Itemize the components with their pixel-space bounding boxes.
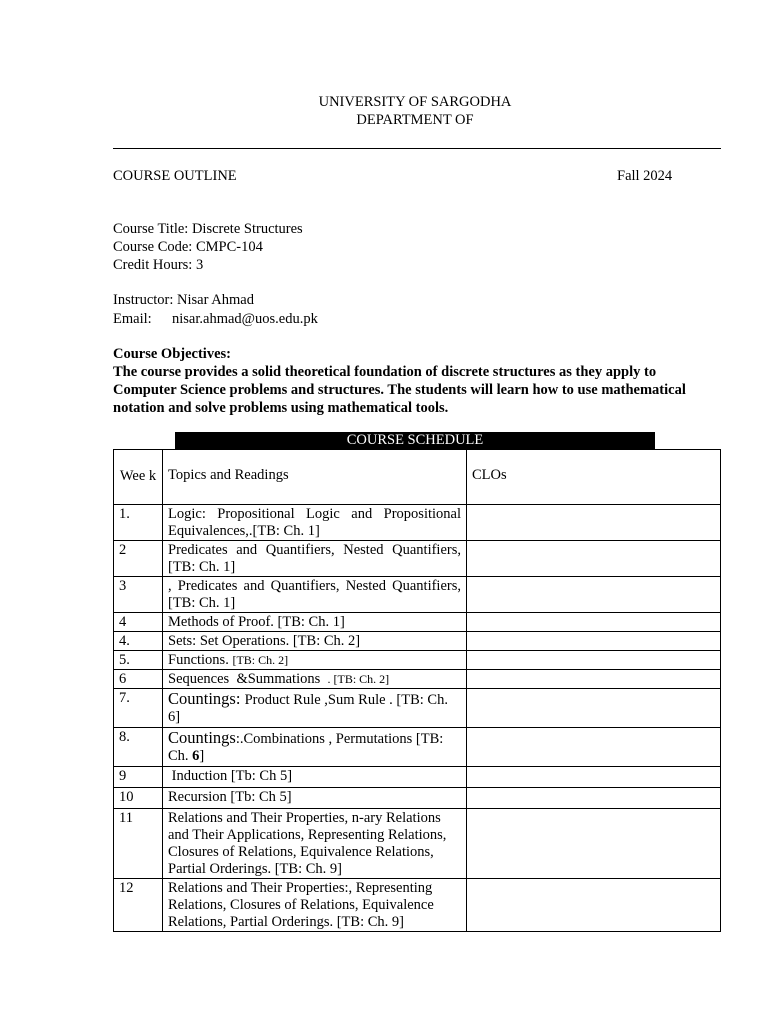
- objectives-text: The course provides a solid theoretical foundation of discrete structures as they apply to Computer Science problems and structures. The students will learn how to use mathematical notation and solve problems using mathematical tools.: [113, 364, 686, 416]
- table-row: [114, 788, 721, 809]
- topic-cell: Sets: Set Operations. [TB: Ch. 2]: [163, 632, 467, 651]
- table-row: [114, 809, 721, 879]
- week-number: 8.: [114, 728, 163, 767]
- objectives-heading: Course Objectives:: [113, 346, 231, 362]
- schedule-table: [113, 449, 721, 932]
- schedule-title: COURSE SCHEDULE: [175, 432, 655, 449]
- week-number: 7.: [114, 689, 163, 728]
- table-row: [114, 541, 721, 577]
- week-number: 6: [114, 670, 163, 689]
- header-clos: CLOs: [467, 450, 721, 505]
- topic-text: Countings: [168, 728, 236, 747]
- week-number: 4: [114, 613, 163, 632]
- term-label: Fall 2024: [617, 168, 673, 184]
- topic-cell: Methods of Proof. [TB: Ch. 1]: [163, 613, 467, 632]
- clo-cell: [467, 505, 721, 541]
- clo-cell: [467, 689, 721, 728]
- topic-close: ]: [199, 748, 205, 764]
- week-number: 10: [114, 788, 163, 809]
- table-row: [114, 577, 721, 613]
- table-row: [114, 728, 721, 767]
- topic-cell: Induction [Tb: Ch 5]: [163, 767, 467, 788]
- department-name: DEPARTMENT OF: [356, 112, 474, 128]
- week-number: 3: [114, 577, 163, 613]
- table-row: [114, 613, 721, 632]
- topic-cell: Relations and Their Properties, n-ary Relations and Their Applications, Representing Relations, Closures of Relations, Equivalence Relations, Partial Orderings. [TB: Ch. 9]: [163, 809, 467, 879]
- table-row: [114, 689, 721, 728]
- week-number: 4.: [114, 632, 163, 651]
- topic-cell: Relations and Their Properties:, Representing Relations, Closures of Relations, Equivalence Relations, Partial Orderings. [TB: Ch. 9]: [163, 879, 467, 932]
- topic-cell: Predicates and Quantifiers, Nested Quantifiers, [TB: Ch. 1]: [163, 541, 467, 577]
- clo-cell: [467, 788, 721, 809]
- table-row: [114, 651, 721, 670]
- topic-text: Countings:: [168, 689, 245, 708]
- header-week: Wee k: [114, 450, 163, 505]
- header-topics: Topics and Readings: [163, 450, 467, 505]
- table-row: [114, 879, 721, 932]
- topic-detail: Product Rule ,Sum Rule . [TB: Ch. 6]: [168, 692, 448, 725]
- topic-detail: :.Combinations , Permutations [TB: Ch.: [168, 731, 444, 764]
- topic-cell: , Predicates and Quantifiers, Nested Quantifiers, [TB: Ch. 1]: [163, 577, 467, 613]
- topic-reference: . [TB: Ch. 2]: [327, 672, 390, 686]
- clo-cell: [467, 879, 721, 932]
- week-number: 11: [114, 809, 163, 879]
- topic-cell: Recursion [Tb: Ch 5]: [163, 788, 467, 809]
- clo-cell: [467, 670, 721, 689]
- week-number: 2: [114, 541, 163, 577]
- university-name: UNIVERSITY OF SARGODHA: [318, 94, 512, 110]
- email-address[interactable]: nisar.ahmad@uos.edu.pk: [172, 311, 318, 327]
- course-title: Course Title: Discrete Structures: [113, 221, 303, 237]
- clo-cell: [467, 577, 721, 613]
- outline-label: COURSE OUTLINE: [113, 168, 237, 184]
- table-row: [114, 632, 721, 651]
- clo-cell: [467, 613, 721, 632]
- topic-cell: [163, 651, 467, 670]
- week-number: 1.: [114, 505, 163, 541]
- clo-cell: [467, 632, 721, 651]
- topic-cell: Logic: Propositional Logic and Propositional Equivalences,.[TB: Ch. 1]: [163, 505, 467, 541]
- clo-cell: [467, 809, 721, 879]
- clo-cell: [467, 767, 721, 788]
- credit-hours: Credit Hours: 3: [113, 257, 204, 273]
- email-label: Email:: [113, 311, 152, 327]
- table-row: [114, 767, 721, 788]
- topic-text: Functions.: [168, 652, 233, 668]
- clo-cell: [467, 728, 721, 767]
- topic-cell: [163, 689, 467, 728]
- topic-chapter: 6: [192, 748, 200, 764]
- topic-reference: [TB: Ch. 2]: [232, 653, 289, 667]
- header-divider: [113, 148, 721, 149]
- week-number: 9: [114, 767, 163, 788]
- clo-cell: [467, 541, 721, 577]
- instructor-name: Instructor: Nisar Ahmad: [113, 292, 254, 308]
- table-header-row: [114, 450, 721, 505]
- table-row: [114, 505, 721, 541]
- week-number: 5.: [114, 651, 163, 670]
- table-row: [114, 670, 721, 689]
- topic-text: Sequences &Summations: [168, 671, 328, 687]
- topic-cell: [163, 670, 467, 689]
- clo-cell: [467, 651, 721, 670]
- course-code: Course Code: CMPC-104: [113, 239, 263, 255]
- week-number: 12: [114, 879, 163, 932]
- topic-cell: [163, 728, 467, 767]
